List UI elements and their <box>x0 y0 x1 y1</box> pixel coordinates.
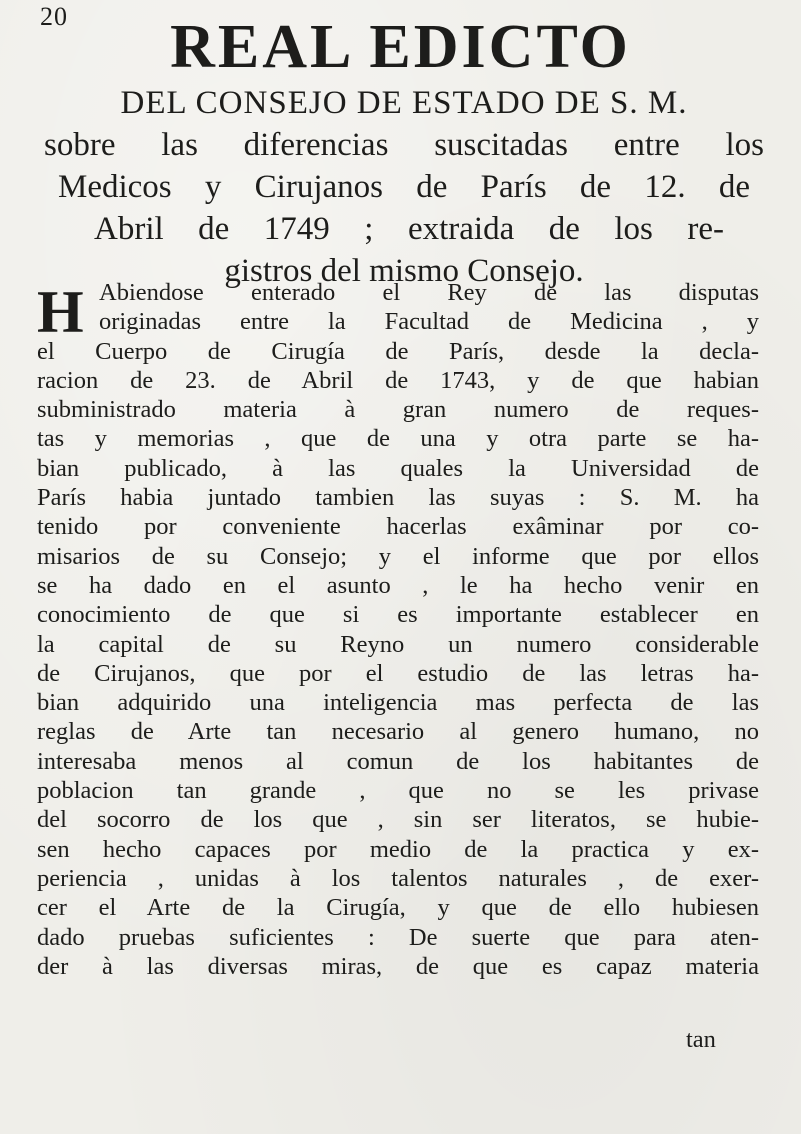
body-line: se ha dado en el asunto , le ha hecho venir en <box>37 571 759 599</box>
body-line: interesaba menos al comun de los habitantes de <box>37 747 759 775</box>
body-line: poblacion tan grande , que no se les privase <box>37 777 759 805</box>
body-line: conocimiento de que si es importante establecer en <box>37 601 759 629</box>
body-text <box>37 278 759 981</box>
heading-line: sobre las diferencias suscitadas entre los <box>44 127 764 163</box>
body-line: originadas entre la Facultad de Medicina , y <box>99 308 759 336</box>
body-line: del socorro de los que , sin ser literatos, se hubie- <box>37 806 759 834</box>
edict-heading <box>44 82 764 292</box>
heading-line: gistros del mismo Consejo. <box>224 253 584 289</box>
body-line: periencia , unidas à los talentos naturales , de exer- <box>37 864 759 892</box>
body-line: sen hecho capaces por medio de la practica y ex- <box>37 835 759 863</box>
heading-line: DEL CONSEJO DE ESTADO DE S. M. <box>120 85 688 121</box>
body-line: der à las diversas miras, de que es capaz materia <box>37 952 759 980</box>
body-line: tas y memorias , que de una y otra parte se ha- <box>37 425 759 453</box>
body-line: cer el Arte de la Cirugía, y que de ello hubiesen <box>37 894 759 922</box>
body-line: el Cuerpo de Cirugía de París, desde la decla- <box>37 337 759 365</box>
body-line: bian publicado, à las quales la Universidad de <box>37 454 759 482</box>
body-line: reglas de Arte tan necesario al genero humano, no <box>37 718 759 746</box>
catchword: tan <box>686 1026 716 1053</box>
body-line: tenido por conveniente hacerlas exâminar por co- <box>37 513 759 541</box>
body-line: de Cirujanos, que por el estudio de las letras ha- <box>37 659 759 687</box>
body-line: Abiendose enterado el Rey de las disputas <box>99 279 759 306</box>
edict-title: REAL EDICTO <box>170 13 631 81</box>
body-line: bian adquirido una inteligencia mas perfecta de las <box>37 689 759 717</box>
body-line: misarios de su Consejo; y el informe que por ellos <box>37 542 759 570</box>
drop-cap: H <box>37 279 80 345</box>
body-line: dado pruebas suficientes : De suerte que para aten- <box>37 923 759 951</box>
body-line: la capital de su Reyno un numero considerable <box>37 630 759 658</box>
body-line: París habia juntado tambien las suyas : S. M. ha <box>37 484 759 512</box>
page-number: 20 <box>40 2 68 31</box>
heading-line: Abril de 1749 ; extraida de los re- <box>94 211 724 247</box>
body-line: racion de 23. de Abril de 1743, y de que habian <box>37 366 759 394</box>
heading-line: Medicos y Cirujanos de París de 12. de <box>58 169 750 205</box>
body-line: subministrado materia à gran numero de reques- <box>37 396 759 424</box>
